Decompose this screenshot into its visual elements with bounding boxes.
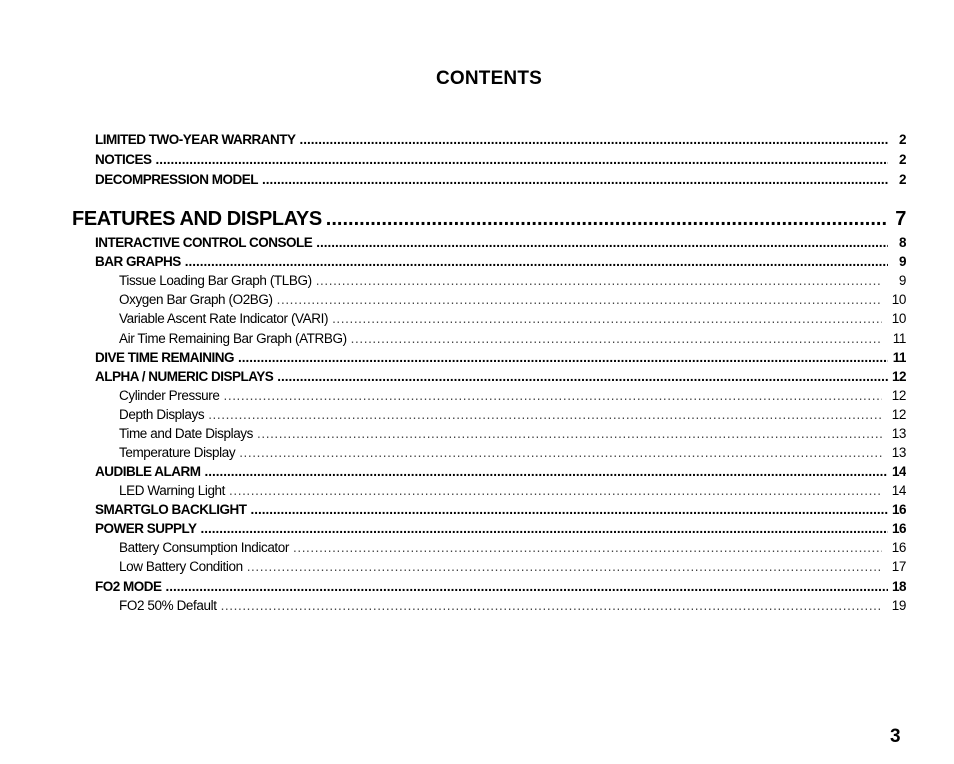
dot-leader bbox=[238, 350, 888, 365]
dot-leader bbox=[262, 172, 888, 187]
toc-entry-fo2-mode[interactable] bbox=[95, 579, 906, 594]
dot-leader bbox=[316, 273, 882, 288]
toc-entry-page: 16 bbox=[891, 540, 906, 555]
toc-entry-label: DECOMPRESSION MODEL bbox=[95, 172, 259, 187]
toc-entry-page: 14 bbox=[892, 464, 906, 479]
toc-entry-label: NOTICES bbox=[95, 152, 152, 167]
toc-entry-page: 9 bbox=[898, 254, 906, 269]
dot-leader bbox=[224, 388, 883, 403]
toc-chapter-features-and-displays[interactable] bbox=[72, 208, 906, 231]
toc-entry-label: Tissue Loading Bar Graph (TLBG) bbox=[119, 273, 312, 288]
page-number: 3 bbox=[890, 726, 901, 747]
toc-entry-page: 12 bbox=[891, 407, 906, 422]
toc-subentry-atrbg[interactable] bbox=[119, 331, 906, 346]
toc-entry-alpha-numeric-displays[interactable] bbox=[95, 369, 906, 384]
toc-entry-label: Time and Date Displays bbox=[119, 426, 254, 441]
dot-leader bbox=[293, 540, 882, 555]
dot-leader bbox=[257, 426, 882, 441]
toc-entry-page: 14 bbox=[891, 483, 906, 498]
toc-entry-label: Battery Consumption Indicator bbox=[119, 540, 289, 555]
toc-subentry-low-battery[interactable] bbox=[119, 559, 906, 574]
toc-entry-limited-warranty[interactable] bbox=[95, 132, 906, 147]
toc-entry-label: AUDIBLE ALARM bbox=[95, 464, 201, 479]
toc-subentry-o2bg[interactable] bbox=[119, 292, 906, 307]
toc-subentry-depth-displays[interactable] bbox=[119, 407, 906, 422]
toc-entry-page: 2 bbox=[898, 152, 906, 167]
toc-entry-page: 18 bbox=[892, 579, 906, 594]
toc-entry-label: POWER SUPPLY bbox=[95, 521, 197, 536]
dot-leader bbox=[156, 152, 888, 167]
toc-entry-power-supply[interactable] bbox=[95, 521, 906, 536]
toc-entry-page: 13 bbox=[891, 426, 906, 441]
dot-leader bbox=[277, 292, 882, 307]
toc-entry-label: SMARTGLO BACKLIGHT bbox=[95, 502, 247, 517]
toc-entry-label: Oxygen Bar Graph (O2BG) bbox=[119, 292, 273, 307]
toc-entry-label: Cylinder Pressure bbox=[119, 388, 220, 403]
toc-entry-page: 9 bbox=[898, 273, 906, 288]
toc-entry-page: 7 bbox=[895, 208, 906, 230]
toc-entry-label: Air Time Remaining Bar Graph (ATRBG) bbox=[119, 331, 347, 346]
toc-entry-page: 11 bbox=[892, 331, 906, 346]
dot-leader bbox=[326, 208, 888, 231]
toc-entry-label: FO2 50% Default bbox=[119, 598, 217, 613]
dot-leader bbox=[332, 311, 882, 326]
dot-leader bbox=[247, 559, 882, 574]
toc-entry-notices[interactable] bbox=[95, 152, 906, 167]
toc-entry-page: 10 bbox=[891, 311, 906, 326]
toc-entry-page: 16 bbox=[892, 502, 906, 517]
dot-leader bbox=[205, 464, 889, 479]
toc-entry-page: 17 bbox=[891, 559, 906, 574]
toc-entry-interactive-control-console[interactable] bbox=[95, 235, 906, 250]
toc-entry-audible-alarm[interactable] bbox=[95, 464, 906, 479]
dot-leader bbox=[166, 579, 888, 594]
dot-leader bbox=[221, 598, 882, 613]
toc-entry-page: 2 bbox=[898, 132, 906, 147]
toc-entry-page: 11 bbox=[892, 350, 906, 365]
toc-subentry-led-warning-light[interactable] bbox=[119, 483, 906, 498]
dot-leader bbox=[239, 445, 882, 460]
dot-leader bbox=[229, 483, 882, 498]
toc-entry-label: Low Battery Condition bbox=[119, 559, 243, 574]
dot-leader bbox=[201, 521, 888, 536]
dot-leader bbox=[351, 331, 882, 346]
toc-entry-page: 10 bbox=[891, 292, 906, 307]
toc-subentry-battery-consumption[interactable] bbox=[119, 540, 906, 555]
toc-entry-label: LIMITED TWO-YEAR WARRANTY bbox=[95, 132, 296, 147]
dot-leader bbox=[185, 254, 888, 269]
toc-entry-decompression-model[interactable] bbox=[95, 172, 906, 187]
toc-entry-page: 16 bbox=[892, 521, 906, 536]
toc-subentry-time-date-displays[interactable] bbox=[119, 426, 906, 441]
dot-leader bbox=[316, 235, 888, 250]
toc-entry-page: 12 bbox=[892, 369, 906, 384]
toc-subentry-cylinder-pressure[interactable] bbox=[119, 388, 906, 403]
toc-entry-label: INTERACTIVE CONTROL CONSOLE bbox=[95, 235, 313, 250]
toc-entry-label: Temperature Display bbox=[119, 445, 236, 460]
toc-subentry-fo2-default[interactable] bbox=[119, 598, 906, 613]
toc-subentry-vari[interactable] bbox=[119, 311, 906, 326]
toc-subentry-tlbg[interactable] bbox=[119, 273, 906, 288]
toc-entry-label: Depth Displays bbox=[119, 407, 205, 422]
toc-entry-label: LED Warning Light bbox=[119, 483, 226, 498]
toc-entry-smartglo-backlight[interactable] bbox=[95, 502, 906, 517]
dot-leader bbox=[208, 407, 882, 422]
dot-leader bbox=[250, 502, 888, 517]
toc-entry-page: 8 bbox=[898, 235, 906, 250]
toc-entry-page: 19 bbox=[891, 598, 906, 613]
toc-entry-page: 13 bbox=[891, 445, 906, 460]
dot-leader bbox=[277, 369, 888, 384]
page-title: CONTENTS bbox=[435, 68, 543, 89]
toc-entry-page: 2 bbox=[898, 172, 906, 187]
toc-entry-label: FEATURES AND DISPLAYS bbox=[72, 208, 322, 230]
dot-leader bbox=[299, 132, 888, 147]
toc-subentry-temperature-display[interactable] bbox=[119, 445, 906, 460]
toc-entry-label: FO2 MODE bbox=[95, 579, 162, 594]
toc-entry-label: DIVE TIME REMAINING bbox=[95, 350, 235, 365]
toc-entry-dive-time-remaining[interactable] bbox=[95, 350, 906, 365]
toc-entry-label: ALPHA / NUMERIC DISPLAYS bbox=[95, 369, 274, 384]
toc-entry-label: Variable Ascent Rate Indicator (VARI) bbox=[119, 311, 329, 326]
toc-entry-bar-graphs[interactable] bbox=[95, 254, 906, 269]
toc-entry-label: BAR GRAPHS bbox=[95, 254, 181, 269]
toc-entry-page: 12 bbox=[891, 388, 906, 403]
